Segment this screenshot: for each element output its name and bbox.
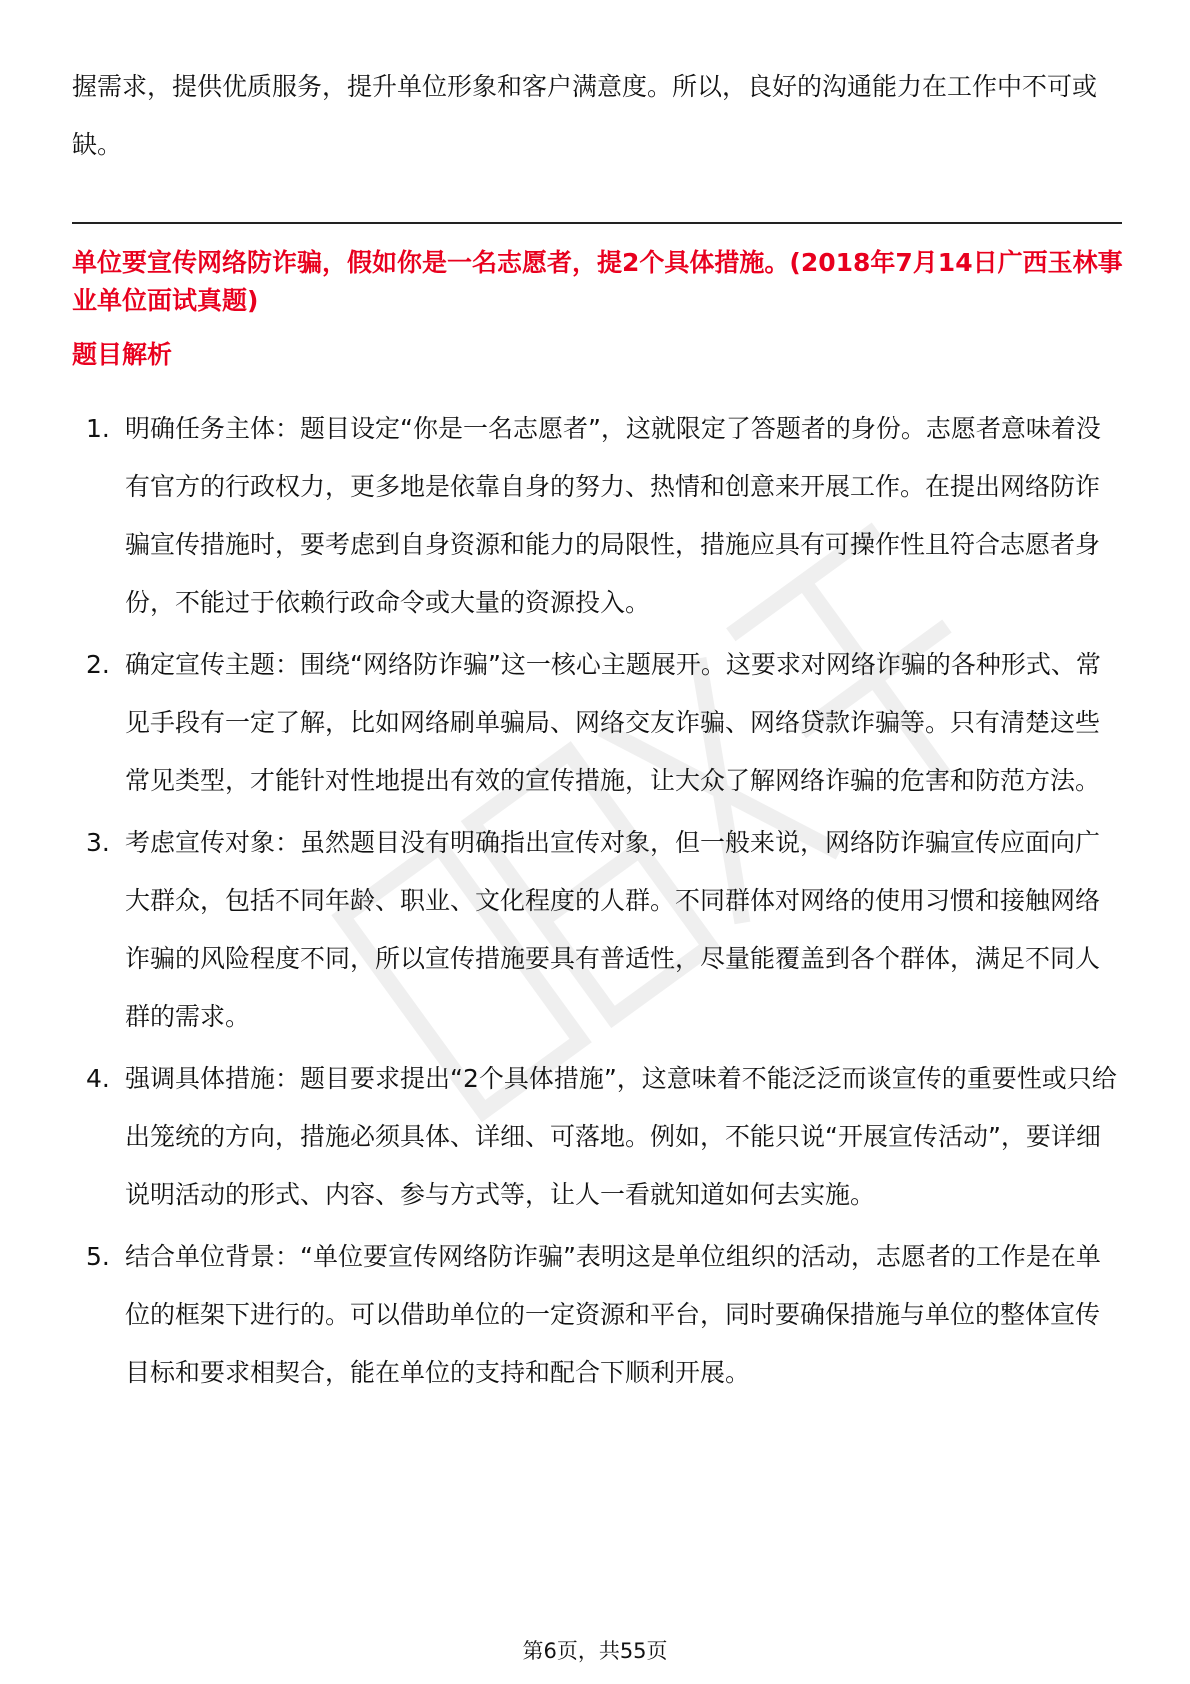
analysis-list <box>72 400 1122 1402</box>
list-item-text: 强调具体措施：题目要求提出“2个具体措施”，这意味着不能泛泛而谈宣传的重要性或只给出笼统的方向，措施必须具体、详细、可落地。例如，不能只说“开展宣传活动”，要详细说明活动的形式、内容、参与方式等，让人一看就知道如何去实施。 <box>125 1064 1117 1209</box>
list-item <box>72 814 1122 1046</box>
list-item-text: 明确任务主体：题目设定“你是一名志愿者”，这就限定了答题者的身份。志愿者意味着没有官方的行政权力，更多地是依靠自身的努力、热情和创意来开展工作。在提出网络防诈骗宣传措施时，要考虑到自身资源和能力的局限性，措施应具有可操作性且符合志愿者身份，不能过于依赖行政命令或大量的资源投入。 <box>125 414 1101 617</box>
list-item <box>72 636 1122 810</box>
list-item <box>72 1228 1122 1402</box>
section-divider <box>72 222 1122 224</box>
intro-paragraph: 握需求，提供优质服务，提升单位形象和客户满意度。所以，良好的沟通能力在工作中不可或缺。 <box>72 72 1098 159</box>
page-number: 第6页，共55页 <box>522 1639 668 1663</box>
analysis-heading: 题目解析 <box>72 340 173 369</box>
list-item <box>72 400 1122 632</box>
question-title: 单位要宣传网络防诈骗，假如你是一名志愿者，提2个具体措施。(2018年7月14日广西玉林事业单位面试真题) <box>72 248 1123 315</box>
list-item-number: 4. <box>86 1064 110 1093</box>
list-item-number: 5. <box>86 1242 110 1271</box>
list-item-number: 2. <box>86 650 110 679</box>
list-item-number: 1. <box>86 414 110 443</box>
list-item <box>72 1050 1122 1224</box>
list-item-text: 考虑宣传对象：虽然题目没有明确指出宣传对象，但一般来说，网络防诈骗宣传应面向广大群众，包括不同年龄、职业、文化程度的人群。不同群体对网络的使用习惯和接触网络诈骗的风险程度不同，所以宣传措施要具有普适性，尽量能覆盖到各个群体，满足不同人群的需求。 <box>125 828 1101 1031</box>
list-item-number: 3. <box>86 828 110 857</box>
list-item-text: 确定宣传主题：围绕“网络防诈骗”这一核心主题展开。这要求对网络诈骗的各种形式、常见手段有一定了解，比如网络刷单骗局、网络交友诈骗、网络贷款诈骗等。只有清楚这些常见类型，才能针对性地提出有效的宣传措施，让大众了解网络诈骗的危害和防范方法。 <box>125 650 1101 795</box>
list-item-text: 结合单位背景：“单位要宣传网络防诈骗”表明这是单位组织的活动，志愿者的工作是在单位的框架下进行的。可以借助单位的一定资源和平台，同时要确保措施与单位的整体宣传目标和要求相契合，能在单位的支持和配合下顺利开展。 <box>125 1242 1101 1387</box>
